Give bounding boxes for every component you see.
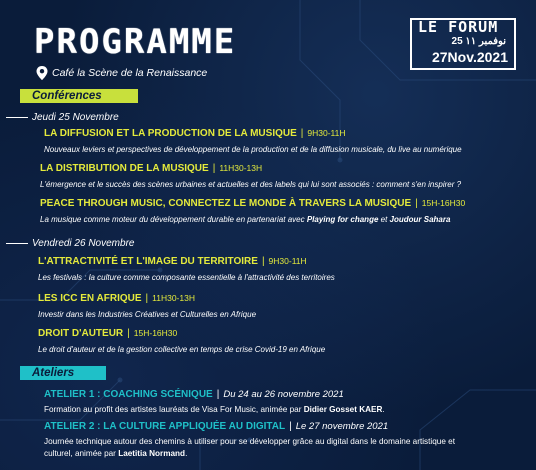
description-line <box>44 448 455 460</box>
atelier-title: ATELIER 1 : COACHING SCÉNIQUE | Du 24 au 26 novembre 2021 <box>44 389 344 400</box>
location-pin-icon <box>36 66 48 80</box>
day-label: Vendredi 26 Novembre <box>32 238 135 249</box>
description-line: Journée technique autour des chemins à utiliser pour se développer grâce au digital dans le domaine artistique et <box>44 437 455 446</box>
atelier-title: ATELIER 2 : LA CULTURE APPLIQUÉE AU DIGITAL | Le 27 novembre 2021 <box>44 421 389 432</box>
facilitator-name: Didier Gosset KAER <box>303 405 383 414</box>
conference-title: LES ICC EN AFRIQUE | 11H30-13H <box>38 293 195 304</box>
conference-title: L'ATTRACTIVITÉ ET L'IMAGE DU TERRITOIRE | 9H30-11H <box>38 256 307 267</box>
atelier-date: Le 27 novembre 2021 <box>295 421 389 432</box>
conference-description <box>40 215 450 224</box>
forum-logo-arabic: 25 نوفمبر ١١ <box>451 36 506 47</box>
day-label: Jeudi 25 Novembre <box>32 112 119 123</box>
description-text: . <box>185 449 188 458</box>
conference-time: 15H-16H30 <box>421 198 466 208</box>
atelier-name: ATELIER 2 : LA CULTURE APPLIQUÉE AU DIGITAL <box>44 421 286 432</box>
conference-description: L'émergence et le succès des scènes urbaines et actuelles et des labels qui lui sont associés : comment s'en inspirer ? <box>40 180 462 189</box>
description-text: Formation au profit des artistes lauréats de Visa For Music, animée par <box>44 405 304 414</box>
forum-logo <box>410 18 516 70</box>
day-header <box>6 112 119 123</box>
conference-time: 9H30-11H <box>307 128 346 138</box>
section-ateliers: Ateliers <box>20 366 106 380</box>
forum-logo-date: 27Nov.2021 <box>431 49 508 65</box>
conference-time: 11H30-13H <box>219 163 263 173</box>
conference-title: LA DIFFUSION ET LA PRODUCTION DE LA MUSIQUE | 9H30-11H <box>44 128 346 139</box>
forum-logo-title: LE FORUM <box>418 18 499 36</box>
conference-title: LA DISTRIBUTION DE LA MUSIQUE | 11H30-13H <box>40 163 263 174</box>
conference-name: L'ATTRACTIVITÉ ET L'IMAGE DU TERRITOIRE <box>38 256 258 267</box>
day-header <box>6 238 134 249</box>
day-divider <box>6 243 28 244</box>
conference-description: Nouveaux leviers et perspectives de développement de la production et de la diffusion musicale, du live au numérique <box>44 145 462 154</box>
conference-description: Investir dans les Industries Créatives et Culturelles en Afrique <box>38 310 257 319</box>
atelier-name: ATELIER 1 : COACHING SCÉNIQUE <box>44 389 213 400</box>
conference-name: LES ICC EN AFRIQUE <box>38 293 142 304</box>
description-text: La musique comme moteur du développement durable en partenariat avec <box>40 215 307 224</box>
conference-description: Le droit d'auteur et de la gestion collective en temps de crise Covid-19 en Afrique <box>38 345 326 354</box>
atelier-description <box>44 436 455 460</box>
conference-name: LA DIFFUSION ET LA PRODUCTION DE LA MUSIQUE <box>44 128 297 139</box>
atelier-description <box>44 404 385 416</box>
section-conferences: Conférences <box>20 89 138 103</box>
atelier-date: Du 24 au 26 novembre 2021 <box>223 389 344 400</box>
location <box>36 66 207 80</box>
facilitator-name: Laetitia Normand <box>118 449 186 458</box>
conference-name: PEACE THROUGH MUSIC, CONNECTEZ LE MONDE À TRAVERS LA MUSIQUE <box>40 198 412 209</box>
conference-name: DROIT D'AUTEUR <box>38 328 124 339</box>
page-title: PROGRAMME <box>34 22 237 62</box>
partner-name: Playing for change <box>306 215 379 224</box>
conference-time: 15H-16H30 <box>133 328 178 338</box>
partner-name: Joudour Sahara <box>389 215 451 224</box>
conference-description: Les festivals : la culture comme composante essentielle à l'attractivité des territoires <box>38 273 335 282</box>
conference-time: 9H30-11H <box>268 256 307 266</box>
conference-name: LA DISTRIBUTION DE LA MUSIQUE <box>40 163 209 174</box>
description-text: . <box>382 405 385 414</box>
description-text: et <box>378 215 390 224</box>
day-divider <box>6 117 28 118</box>
location-text: Café la Scène de la Renaissance <box>52 67 208 79</box>
conference-time: 11H30-13H <box>152 293 195 303</box>
conference-title: DROIT D'AUTEUR | 15H-16H30 <box>38 328 178 339</box>
description-text: culturel, animée par <box>44 449 119 458</box>
conference-title: PEACE THROUGH MUSIC, CONNECTEZ LE MONDE À TRAVERS LA MUSIQUE | 15H-16H30 <box>40 198 466 209</box>
